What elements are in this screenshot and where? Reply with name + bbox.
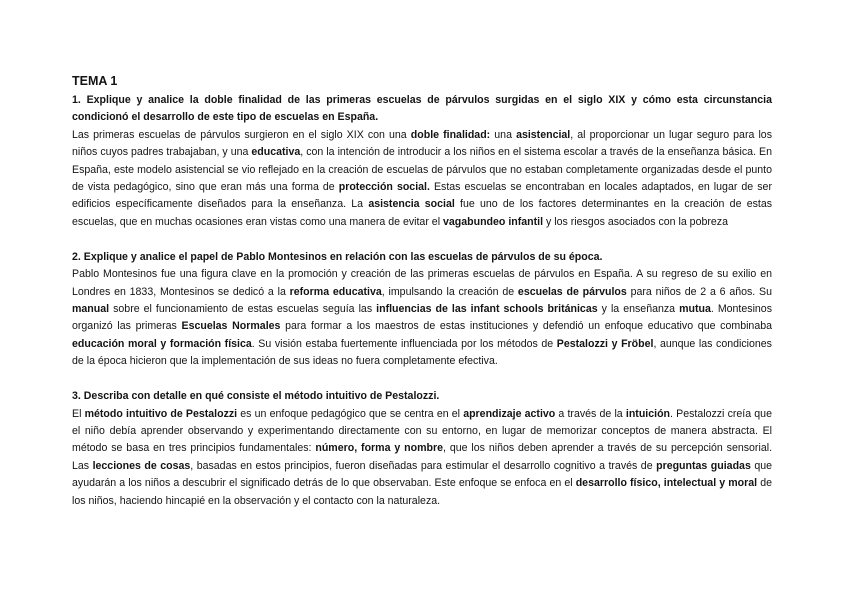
answer-3 [72,406,772,510]
text-run: . Su visión estaba fuertemente influenciada por los métodos de [251,337,557,350]
text-run: es un enfoque pedagógico que se centra en el [237,407,464,420]
section-1 [72,92,772,231]
bold-term: lecciones de cosas [92,459,191,472]
question-3: 3. Describa con detalle en qué consiste el método intuitivo de Pestalozzi. [72,390,440,403]
bold-term: número, forma y nombre [315,442,443,455]
bold-term: Escuelas Normales [181,320,281,333]
bold-term: vagabundeo infantil [443,215,544,228]
bold-term: educativa [251,146,301,159]
text-run: una [490,128,517,141]
text-run: , aunque las condiciones de la época hicieron que la implementación de sus ideas no fuera completamente efectiva. [72,337,772,368]
text-run: y los riesgos asociados con la pobreza [543,215,728,228]
text-run: que ayudarán a los niños a descubrir el significado detrás de lo que observaban. Este enfoque se enfoca en el [72,459,773,490]
text-run: . Montesinos organizó las primeras [72,302,772,333]
text-run: para formar a los maestros de estas instituciones y defendió un enfoque educativo que combinaba [280,320,773,333]
text-run: Las primeras escuelas de párvulos surgieron en el siglo XIX con una [72,128,411,141]
text-run: para niños de 2 a 6 años. Su [626,285,772,298]
text-run: de los niños, haciendo hincapié en la observación y el contacto con la naturaleza. [72,477,772,507]
section-3 [72,388,772,510]
bold-term: mutua [679,302,711,315]
text-run: , impulsando la creación de [381,285,518,298]
bold-term: reforma educativa [289,285,382,298]
section-2 [72,249,772,371]
bold-term: intuición [625,407,671,420]
text-run: Pablo Montesinos fue una figura clave en la promoción y creación de las primeras escuelas de párvulos en España. A su regreso de su exilio en Londres en 1833, Montesinos se dedicó a la [72,268,772,298]
bold-term: doble finalidad: [410,128,491,141]
bold-term: asistencia social [368,198,455,211]
bold-term: método intuitivo de Pestalozzi [84,407,238,420]
bold-term: desarrollo físico, intelectual y moral [575,477,758,490]
bold-term: protección social. [338,181,430,194]
text-run: , al proporcionar un lugar seguro para los niños cuyos padres trabajaban, y una [72,128,772,159]
text-run: Estas escuelas se encontraban en locales adaptados, en lugar de ser edificios específicamente diseñados para la enseñanza. La [72,181,772,211]
answer-1 [72,127,772,231]
text-run: , que los niños deben aprender a través de su percepción sensorial. Las [72,442,773,472]
text-run: . Pestalozzi creía que el niño debía aprender observando y experimentando directamente con su entorno, en lugar de memorizar conceptos de manera abstracta. El método se basa en tres principios fundamentales: [72,407,772,455]
bold-term: preguntas guiadas [656,459,751,472]
question-1: 1. Explique y analice la doble finalidad de las primeras escuelas de párvulos surgidas en el siglo XIX y cómo esta circunstancia condicionó el desarrollo de este tipo de escuelas en España. [72,94,772,124]
text-run: , basadas en estos principios, fueron diseñadas para estimular el desarrollo cognitivo a través de [190,459,657,472]
text-run: y la enseñanza [597,302,680,315]
bold-term: manual [72,302,110,315]
text-run: El [72,407,85,420]
answer-2 [72,266,772,370]
bold-term: aprendizaje activo [463,407,556,420]
bold-term: asistencial [516,128,571,141]
text-run: , con la intención de introducir a los niños en el sistema escolar a través de la enseñanza básica. En España, este modelo asistencial se vio reflejado en la creación de escuelas de párvulos que no estaban completamente organizadas desde el punto de vista pedagógico, sino que eran más una forma de [72,146,772,194]
question-2: 2. Explique y analice el papel de Pablo Montesinos en relación con las escuelas de párvulos de su época. [72,250,603,263]
document-title: TEMA 1 [72,74,118,88]
bold-term: Pestalozzi y Fröbel [556,337,654,350]
bold-term: influencias de las infant schools británicas [376,302,598,315]
bold-term: escuelas de párvulos [517,285,627,298]
text-run: fue uno de los factores determinantes en la creación de estas escuelas, que en muchas ocasiones eran vistas como una manera de evitar el [72,198,773,228]
text-run: a través de la [555,407,626,420]
text-run: sobre el funcionamiento de estas escuelas seguía las [109,302,377,315]
bold-term: educación moral y formación física [72,337,252,350]
